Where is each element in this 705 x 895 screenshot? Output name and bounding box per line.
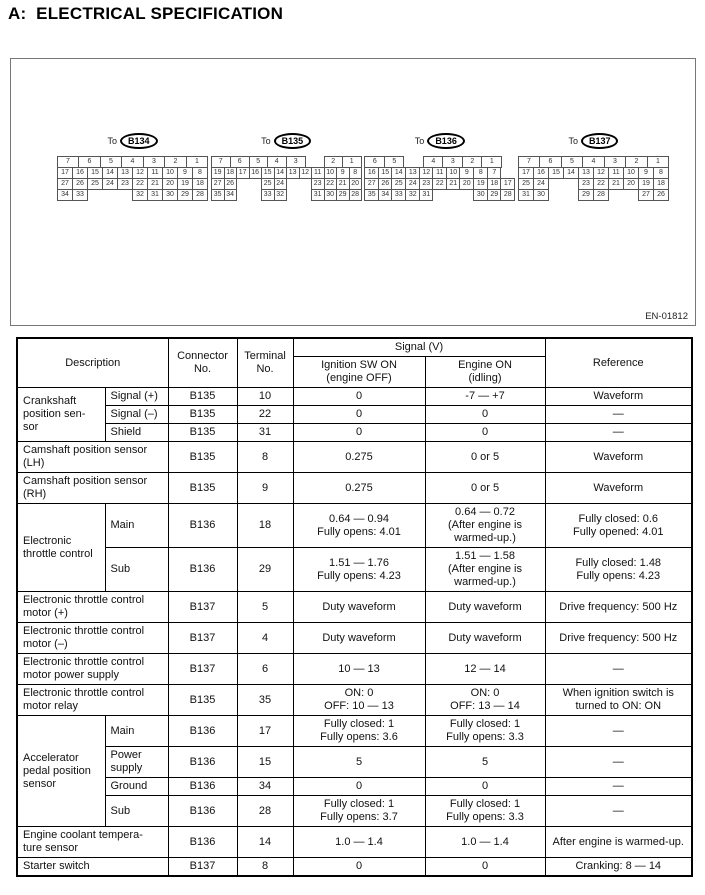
table-cell: 18 (237, 504, 293, 548)
pin-b135-16: 16 (249, 167, 262, 179)
table-cell: B136 (168, 747, 237, 778)
table-row (17, 716, 692, 747)
pin-b135-2: 2 (324, 156, 343, 168)
table-cell: — (545, 778, 692, 796)
pin-b134-4: 4 (121, 156, 144, 168)
pin-b134-26: 26 (72, 178, 88, 190)
table-row (17, 778, 692, 796)
table-cell: 29 (237, 548, 293, 592)
table-cell: 0.275 (293, 473, 425, 504)
pin-b134-3: 3 (143, 156, 165, 168)
pin-b137-27: 27 (638, 189, 654, 201)
header-cell: Description (17, 338, 168, 388)
connector-b136 (364, 133, 515, 202)
pin-b134-23: 23 (117, 178, 133, 190)
pin-b136-6: 6 (364, 156, 385, 168)
table-cell: — (545, 796, 692, 827)
table-cell: 0 (425, 778, 545, 796)
pin-b136-9: 9 (459, 167, 474, 179)
pin-b137-24: 24 (533, 178, 549, 190)
table-cell: 22 (237, 406, 293, 424)
table-cell: 5 (293, 747, 425, 778)
pin-b134-12: 12 (132, 167, 148, 179)
pin-b137-13: 13 (578, 167, 594, 179)
table-cell: 1.0 — 1.4 (425, 827, 545, 858)
pin-b136-21: 21 (446, 178, 460, 190)
pin-b134-20: 20 (162, 178, 178, 190)
table-cell: Main (105, 504, 168, 548)
pin-b137-31: 31 (518, 189, 534, 201)
table-row (17, 685, 692, 716)
table-cell: B136 (168, 548, 237, 592)
connector-figure (10, 58, 696, 326)
table-cell: Signal (+) (105, 388, 168, 406)
pin-b136-10: 10 (446, 167, 460, 179)
pin-b134-19: 19 (177, 178, 193, 190)
table-cell: 0 (293, 858, 425, 877)
table-cell: 5 (425, 747, 545, 778)
pin-b134-7: 7 (57, 156, 79, 168)
connector-to-text: To (414, 136, 425, 146)
pin-b135-19: 19 (211, 167, 225, 179)
table-row (17, 592, 692, 623)
table-cell: Camshaft position sensor (RH) (17, 473, 168, 504)
pin-b135-26: 26 (224, 178, 237, 190)
connector-id-badge: B134 (120, 133, 158, 149)
table-cell: Waveform (545, 473, 692, 504)
table-cell: Sub (105, 796, 168, 827)
pin-b137-25: 25 (518, 178, 534, 190)
pin-b137-20: 20 (623, 178, 639, 190)
connector-label (364, 133, 515, 149)
pin-b135-18: 18 (224, 167, 237, 179)
connector-to-text: To (261, 136, 271, 146)
pin-b135-24: 24 (274, 178, 287, 190)
pin-b137-17: 17 (518, 167, 534, 179)
connector-b135 (211, 133, 362, 202)
pin-b137-9: 9 (638, 167, 654, 179)
pin-b137-4: 4 (582, 156, 605, 168)
pin-b136-28: 28 (500, 189, 515, 201)
pin-b135-4: 4 (267, 156, 287, 168)
table-cell: Starter switch (17, 858, 168, 877)
table-cell: Power supply (105, 747, 168, 778)
pin-b136-19: 19 (473, 178, 488, 190)
table-cell: 0 (293, 406, 425, 424)
table-cell: 34 (237, 778, 293, 796)
table-cell: — (545, 406, 692, 424)
table-cell: B135 (168, 442, 237, 473)
pin-b137-11: 11 (608, 167, 624, 179)
connector-to-text: To (568, 136, 578, 146)
pin-b134-21: 21 (147, 178, 163, 190)
table-cell: 0 (425, 424, 545, 442)
pin-b136-35: 35 (364, 189, 379, 201)
table-cell: B137 (168, 592, 237, 623)
table-cell: — (545, 747, 692, 778)
pin-b137-8: 8 (653, 167, 669, 179)
pin-b137-26: 26 (653, 189, 669, 201)
pin-b136-16: 16 (364, 167, 379, 179)
table-cell: 0 (293, 388, 425, 406)
pin-b137-22: 22 (593, 178, 609, 190)
table-row (17, 504, 692, 548)
pin-b134-30: 30 (162, 189, 178, 201)
pin-b137-19: 19 (638, 178, 654, 190)
pin-b135-9: 9 (336, 167, 350, 179)
table-cell: Sub (105, 548, 168, 592)
header-cell: Engine ON (idling) (425, 357, 545, 388)
table-cell: Duty waveform (293, 623, 425, 654)
pin-b134-10: 10 (162, 167, 178, 179)
pin-b136-17: 17 (500, 178, 515, 190)
table-row (17, 442, 692, 473)
pin-b134-17: 17 (57, 167, 73, 179)
pin-b135-1: 1 (342, 156, 362, 168)
connector-label (57, 133, 208, 149)
table-row (17, 473, 692, 504)
pin-b136-7: 7 (487, 167, 501, 179)
table-cell: 15 (237, 747, 293, 778)
table-cell: 17 (237, 716, 293, 747)
table-cell: Waveform (545, 388, 692, 406)
table-cell: Electronic throttle control motor power supply (17, 654, 168, 685)
pin-b137-5: 5 (561, 156, 583, 168)
table-cell: Duty waveform (293, 592, 425, 623)
table-cell: Accelerator pedal position sensor (17, 716, 105, 827)
table-cell: Fully closed: 1.48 Fully opens: 4.23 (545, 548, 692, 592)
table-cell: Fully closed: 0.6 Fully opened: 4.01 (545, 504, 692, 548)
pin-b135-6: 6 (230, 156, 250, 168)
pin-b134-29: 29 (177, 189, 193, 201)
header-cell: Reference (545, 338, 692, 388)
pin-b135-29: 29 (336, 189, 350, 201)
table-cell: 0 (293, 424, 425, 442)
table-cell: 35 (237, 685, 293, 716)
pin-b136-12: 12 (419, 167, 433, 179)
pin-b136-2: 2 (462, 156, 482, 168)
pin-b135-8: 8 (349, 167, 362, 179)
table-cell: Electronic throttle control motor (–) (17, 623, 168, 654)
table-cell: B136 (168, 504, 237, 548)
pin-b136-23: 23 (419, 178, 433, 190)
pin-b135-35: 35 (211, 189, 225, 201)
table-cell: 0 (293, 778, 425, 796)
table-cell: B136 (168, 827, 237, 858)
pin-b136-30: 30 (473, 189, 488, 201)
pin-b135-13: 13 (286, 167, 300, 179)
pin-b136-5: 5 (384, 156, 404, 168)
table-cell: Camshaft position sensor (LH) (17, 442, 168, 473)
pin-b134-31: 31 (147, 189, 163, 201)
table-cell: 0 or 5 (425, 442, 545, 473)
table-cell: Ground (105, 778, 168, 796)
table-cell: Fully closed: 1 Fully opens: 3.6 (293, 716, 425, 747)
table-cell: 1.51 — 1.58 (After engine is warmed-up.) (425, 548, 545, 592)
connector-id-badge: B137 (581, 133, 619, 149)
pin-b134-27: 27 (57, 178, 73, 190)
pin-b135-33: 33 (261, 189, 275, 201)
table-cell: — (545, 654, 692, 685)
header-cell: Terminal No. (237, 338, 293, 388)
pin-b135-23: 23 (311, 178, 325, 190)
header-cell: Connector No. (168, 338, 237, 388)
pin-b134-9: 9 (177, 167, 193, 179)
pin-b134-22: 22 (132, 178, 148, 190)
table-cell: ON: 0 OFF: 10 — 13 (293, 685, 425, 716)
table-cell: Engine coolant tempera- ture sensor (17, 827, 168, 858)
pin-b136-1: 1 (481, 156, 502, 168)
pin-b134-2: 2 (164, 156, 187, 168)
table-cell: 8 (237, 858, 293, 877)
pin-b136-24: 24 (405, 178, 420, 190)
header-cell: Signal (V) (293, 338, 545, 357)
table-cell: 0 (425, 858, 545, 877)
pin-b136-4: 4 (423, 156, 443, 168)
pin-b137-23: 23 (578, 178, 594, 190)
pin-b137-30: 30 (533, 189, 549, 201)
table-cell: Crankshaft position sen- sor (17, 388, 105, 442)
table-cell: 5 (237, 592, 293, 623)
pin-b135-22: 22 (324, 178, 337, 190)
table-cell: Signal (–) (105, 406, 168, 424)
table-cell: 10 (237, 388, 293, 406)
table-row (17, 424, 692, 442)
pin-b135-17: 17 (236, 167, 250, 179)
table-cell: — (545, 716, 692, 747)
pin-b135-28: 28 (349, 189, 362, 201)
pin-b135-12: 12 (299, 167, 312, 179)
table-cell: Fully closed: 1 Fully opens: 3.3 (425, 796, 545, 827)
table-cell: Drive frequency: 500 Hz (545, 623, 692, 654)
table-cell: Drive frequency: 500 Hz (545, 592, 692, 623)
pin-b134-15: 15 (87, 167, 103, 179)
connector-label (211, 133, 362, 149)
pin-grid (211, 156, 362, 202)
pin-b137-16: 16 (533, 167, 549, 179)
pin-b136-8: 8 (473, 167, 488, 179)
table-cell: 9 (237, 473, 293, 504)
pin-b134-6: 6 (78, 156, 101, 168)
pin-b136-25: 25 (391, 178, 406, 190)
pin-b137-15: 15 (548, 167, 564, 179)
pin-b135-3: 3 (286, 156, 306, 168)
pin-b134-33: 33 (72, 189, 88, 201)
pin-b136-11: 11 (432, 167, 447, 179)
table-cell: ON: 0 OFF: 13 — 14 (425, 685, 545, 716)
table-cell: B137 (168, 623, 237, 654)
pin-b136-26: 26 (378, 178, 392, 190)
table-row (17, 388, 692, 406)
table-cell: 0 (425, 406, 545, 424)
table-cell: Shield (105, 424, 168, 442)
pin-b137-7: 7 (518, 156, 540, 168)
table-cell: 8 (237, 442, 293, 473)
pin-b136-31: 31 (419, 189, 433, 201)
pin-b136-20: 20 (459, 178, 474, 190)
connector-id-badge: B136 (427, 133, 465, 149)
pin-grid (57, 156, 208, 202)
table-cell: 1.0 — 1.4 (293, 827, 425, 858)
pin-b137-1: 1 (647, 156, 669, 168)
table-cell: Duty waveform (425, 623, 545, 654)
table-cell: B135 (168, 424, 237, 442)
pin-b136-33: 33 (391, 189, 406, 201)
table-row (17, 654, 692, 685)
pin-b135-34: 34 (224, 189, 237, 201)
pin-b136-34: 34 (378, 189, 392, 201)
pin-b135-21: 21 (336, 178, 350, 190)
pin-b134-32: 32 (132, 189, 148, 201)
pin-b135-11: 11 (311, 167, 325, 179)
table-cell: B135 (168, 388, 237, 406)
spec-table (16, 337, 693, 877)
table-cell: 14 (237, 827, 293, 858)
table-cell: -7 — +7 (425, 388, 545, 406)
pin-b134-28: 28 (192, 189, 208, 201)
pin-b135-14: 14 (274, 167, 287, 179)
table-cell: 28 (237, 796, 293, 827)
pin-b135-25: 25 (261, 178, 275, 190)
pin-b135-20: 20 (349, 178, 362, 190)
pin-b136-29: 29 (487, 189, 501, 201)
pin-b137-10: 10 (623, 167, 639, 179)
table-cell: Electronic throttle control motor (+) (17, 592, 168, 623)
pin-b136-3: 3 (442, 156, 463, 168)
pin-grid (364, 156, 515, 202)
table-row (17, 796, 692, 827)
pin-b134-13: 13 (117, 167, 133, 179)
pin-b135-15: 15 (261, 167, 275, 179)
table-cell: 0.64 — 0.94 Fully opens: 4.01 (293, 504, 425, 548)
table-row (17, 548, 692, 592)
table-cell: Fully closed: 1 Fully opens: 3.3 (425, 716, 545, 747)
table-row (17, 406, 692, 424)
table-cell: 10 — 13 (293, 654, 425, 685)
connector-id-badge: B135 (274, 133, 312, 149)
figure-code: EN-01812 (645, 311, 688, 322)
table-cell: B137 (168, 654, 237, 685)
table-cell: 31 (237, 424, 293, 442)
pin-b134-34: 34 (57, 189, 73, 201)
table-cell: Main (105, 716, 168, 747)
table-cell: B136 (168, 778, 237, 796)
pin-b137-14: 14 (563, 167, 579, 179)
table-cell: B136 (168, 716, 237, 747)
table-cell: — (545, 424, 692, 442)
table-cell: Fully closed: 1 Fully opens: 3.7 (293, 796, 425, 827)
table-row (17, 827, 692, 858)
table-cell: Electronic throttle control (17, 504, 105, 592)
connector-label (518, 133, 669, 149)
pin-b134-14: 14 (102, 167, 118, 179)
pin-b135-27: 27 (211, 178, 225, 190)
pin-b136-22: 22 (432, 178, 447, 190)
pin-b135-10: 10 (324, 167, 337, 179)
pin-b136-13: 13 (405, 167, 420, 179)
pin-b136-18: 18 (487, 178, 501, 190)
pin-b134-18: 18 (192, 178, 208, 190)
pin-b136-32: 32 (405, 189, 420, 201)
spec-table-body (17, 338, 692, 876)
connector-to-text: To (107, 136, 117, 146)
pin-b136-27: 27 (364, 178, 379, 190)
pin-b135-7: 7 (211, 156, 231, 168)
pin-b135-5: 5 (249, 156, 268, 168)
pin-b137-21: 21 (608, 178, 624, 190)
pin-b134-11: 11 (147, 167, 163, 179)
pin-b137-3: 3 (604, 156, 626, 168)
pin-b134-5: 5 (100, 156, 122, 168)
table-cell: Waveform (545, 442, 692, 473)
table-cell: When ignition switch is turned to ON: ON (545, 685, 692, 716)
table-cell: B136 (168, 796, 237, 827)
table-cell: Electronic throttle control motor relay (17, 685, 168, 716)
table-cell: Cranking: 8 — 14 (545, 858, 692, 877)
pin-b135-32: 32 (274, 189, 287, 201)
table-cell: 6 (237, 654, 293, 685)
pin-b136-15: 15 (378, 167, 392, 179)
connector-b134 (57, 133, 208, 202)
header-row (17, 338, 692, 357)
pin-b137-12: 12 (593, 167, 609, 179)
table-cell: B137 (168, 858, 237, 877)
pin-b137-29: 29 (578, 189, 594, 201)
header-cell: Ignition SW ON (engine OFF) (293, 357, 425, 388)
table-cell: Duty waveform (425, 592, 545, 623)
pin-b135-30: 30 (324, 189, 337, 201)
pin-b137-2: 2 (625, 156, 648, 168)
table-cell: B135 (168, 473, 237, 504)
connector-row (57, 133, 669, 202)
pin-b137-28: 28 (593, 189, 609, 201)
pin-b134-16: 16 (72, 167, 88, 179)
pin-b134-8: 8 (192, 167, 208, 179)
table-cell: B135 (168, 406, 237, 424)
table-cell: After engine is warmed-up. (545, 827, 692, 858)
pin-b135-31: 31 (311, 189, 325, 201)
page-title: A: ELECTRICAL SPECIFICATION (8, 4, 284, 23)
table-cell: B135 (168, 685, 237, 716)
table-cell: 12 — 14 (425, 654, 545, 685)
table-cell: 0.64 — 0.72 (After engine is warmed-up.) (425, 504, 545, 548)
table-cell: 0 or 5 (425, 473, 545, 504)
pin-b136-14: 14 (391, 167, 406, 179)
table-row (17, 858, 692, 877)
pin-grid (518, 156, 669, 202)
pin-b137-18: 18 (653, 178, 669, 190)
pin-b137-6: 6 (539, 156, 562, 168)
table-cell: 4 (237, 623, 293, 654)
pin-b134-24: 24 (102, 178, 118, 190)
table-cell: 1.51 — 1.76 Fully opens: 4.23 (293, 548, 425, 592)
pin-b134-25: 25 (87, 178, 103, 190)
connector-b137 (518, 133, 669, 202)
pin-b134-1: 1 (186, 156, 208, 168)
table-cell: 0.275 (293, 442, 425, 473)
table-row (17, 623, 692, 654)
table-row (17, 747, 692, 778)
